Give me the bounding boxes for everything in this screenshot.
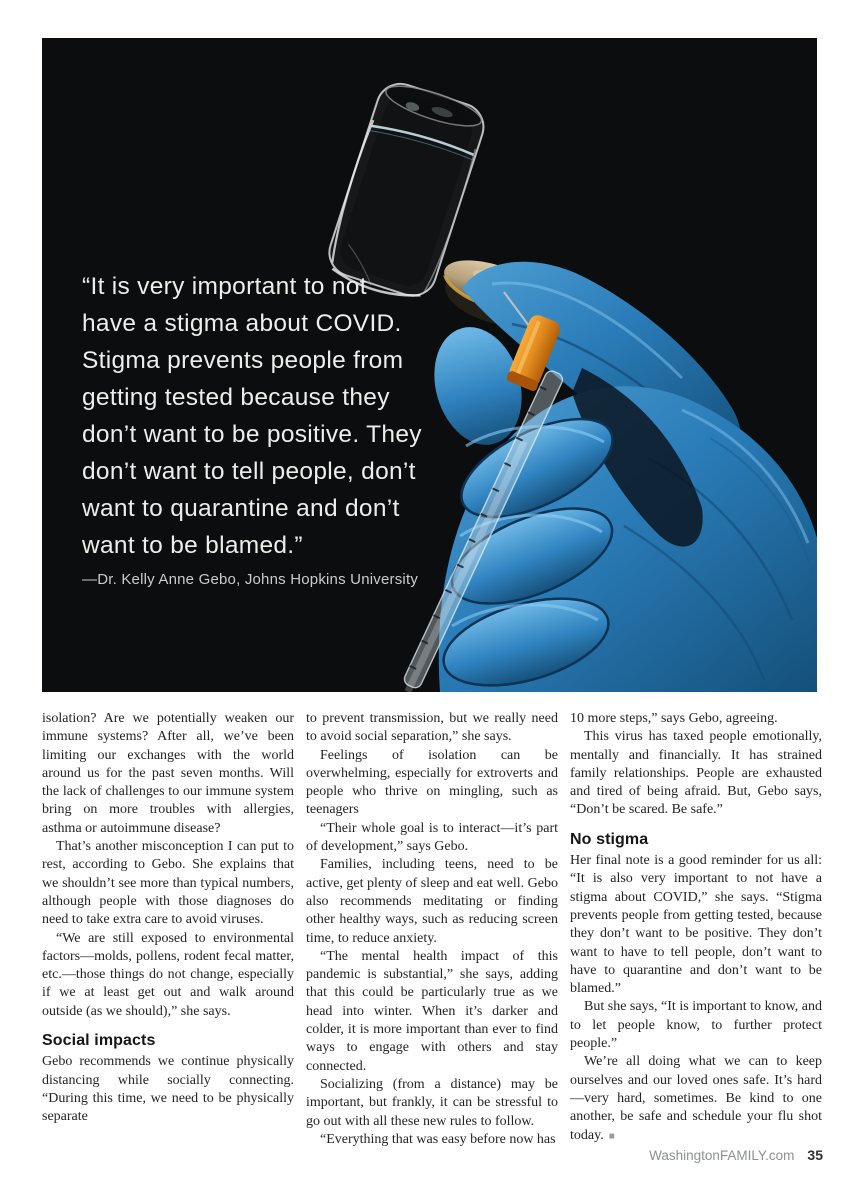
paragraph: “Everything that was easy before now has [320, 1131, 556, 1147]
article-end-mark: ■ [608, 1130, 615, 1142]
hero-photo-block [42, 38, 817, 692]
paragraph: Families, including teens, need to be active, get plenty of sleep and eat well. Gebo also recommends meditating or finding other healthy ways, such as reducing screen time, to reduce anxiety. [306, 857, 558, 946]
pull-quote-line: want to quarantine and don’t [82, 495, 400, 522]
pull-quote-line: don’t want to be positive. They [82, 421, 422, 448]
article-body [42, 710, 822, 1149]
section-heading-social-impacts: Social impacts [42, 1032, 156, 1050]
paragraph: Her final note is a good reminder for us all: “It is also very important to not have a stigma about COVID,” she says. “Stigma prevents people from getting tested, because they don’t want to be positive. They don’t want to have to tell people, don’t want to have to quarantine and don’t want to be blamed.” [570, 853, 822, 997]
quote-attribution: —Dr. Kelly Anne Gebo, Johns Hopkins University [82, 571, 419, 588]
pull-quote-line: Stigma prevents people from [82, 347, 404, 374]
site-url: WashingtonFAMILY.com [649, 1148, 795, 1163]
paragraph: But she says, “It is important to know, and to let people know, to further protect people.” [570, 999, 822, 1052]
article-column-2 [306, 710, 558, 1149]
pull-quote-line: don’t want to tell people, don’t [82, 458, 416, 485]
article-column-3 [570, 710, 822, 1149]
page-number: 35 [807, 1147, 823, 1163]
paragraph [570, 1053, 822, 1145]
paragraph: Gebo recommends we continue physically distancing while socially connecting. “During this time, we need to be physically separate [42, 1054, 294, 1125]
section-heading-no-stigma: No stigma [570, 830, 649, 848]
paragraph: 10 more steps,” says Gebo, agreeing. [570, 711, 778, 726]
pull-quote-line: want to be blamed.” [82, 532, 303, 559]
paragraph: to prevent transmission, but we really need to avoid social separation,” she says. [306, 711, 558, 745]
paragraph: Feelings of isolation can be overwhelming, especially for extroverts and people who thrive on mingling, such as teenagers [306, 747, 558, 818]
pull-quote [82, 268, 422, 564]
paragraph: “We are still exposed to environmental factors—molds, pollens, rodent fecal matter, etc.—those things do not change, especially if we at least get out and walk around outside (as we should),” she says. [42, 930, 294, 1019]
paragraph: “Their whole goal is to interact—it’s part of development,” says Gebo. [306, 820, 558, 855]
pull-quote-line: “It is very important to not [82, 273, 367, 300]
paragraph: “The mental health impact of this pandemic is substantial,” she says, adding that this could be particularly true as we head into winter. When it’s darker and colder, it is more important than ever to find ways to engage with others and stay connected. [306, 948, 558, 1074]
paragraph: isolation? Are we potentially weaken our immune systems? After all, we’ve been limiting our exchanges with the world around us for the past seven months. Will the lack of challenges to our immune system bring on more troubles with allergies, asthma or autoimmune disease? [42, 711, 294, 836]
pull-quote-line: have a stigma about COVID. [82, 310, 402, 337]
paragraph: That’s another misconception I can put to rest, according to Gebo. She explains that we shouldn’t see more than typical numbers, although people with those diagnoses do need to take extra care to avoid viruses. [42, 839, 294, 928]
paragraph: Socializing (from a distance) may be important, but frankly, it can be stressful to go out with all these new rules to follow. [306, 1076, 558, 1129]
article-column-1 [42, 710, 294, 1149]
paragraph: This virus has taxed people emotionally, mentally and financially. It has strained family relationships. People are exhausted and tired of being afraid. But, Gebo says, “Don’t be scared. Be safe.” [570, 729, 822, 818]
pull-quote-line: getting tested because they [82, 384, 390, 411]
paragraph-text: We’re all doing what we can to keep ourselves and our loved ones safe. It’s hard—very hard, sometimes. Be kind to one another, be safe and schedule your flu shot today. [570, 1054, 822, 1143]
page-footer [42, 1147, 823, 1163]
